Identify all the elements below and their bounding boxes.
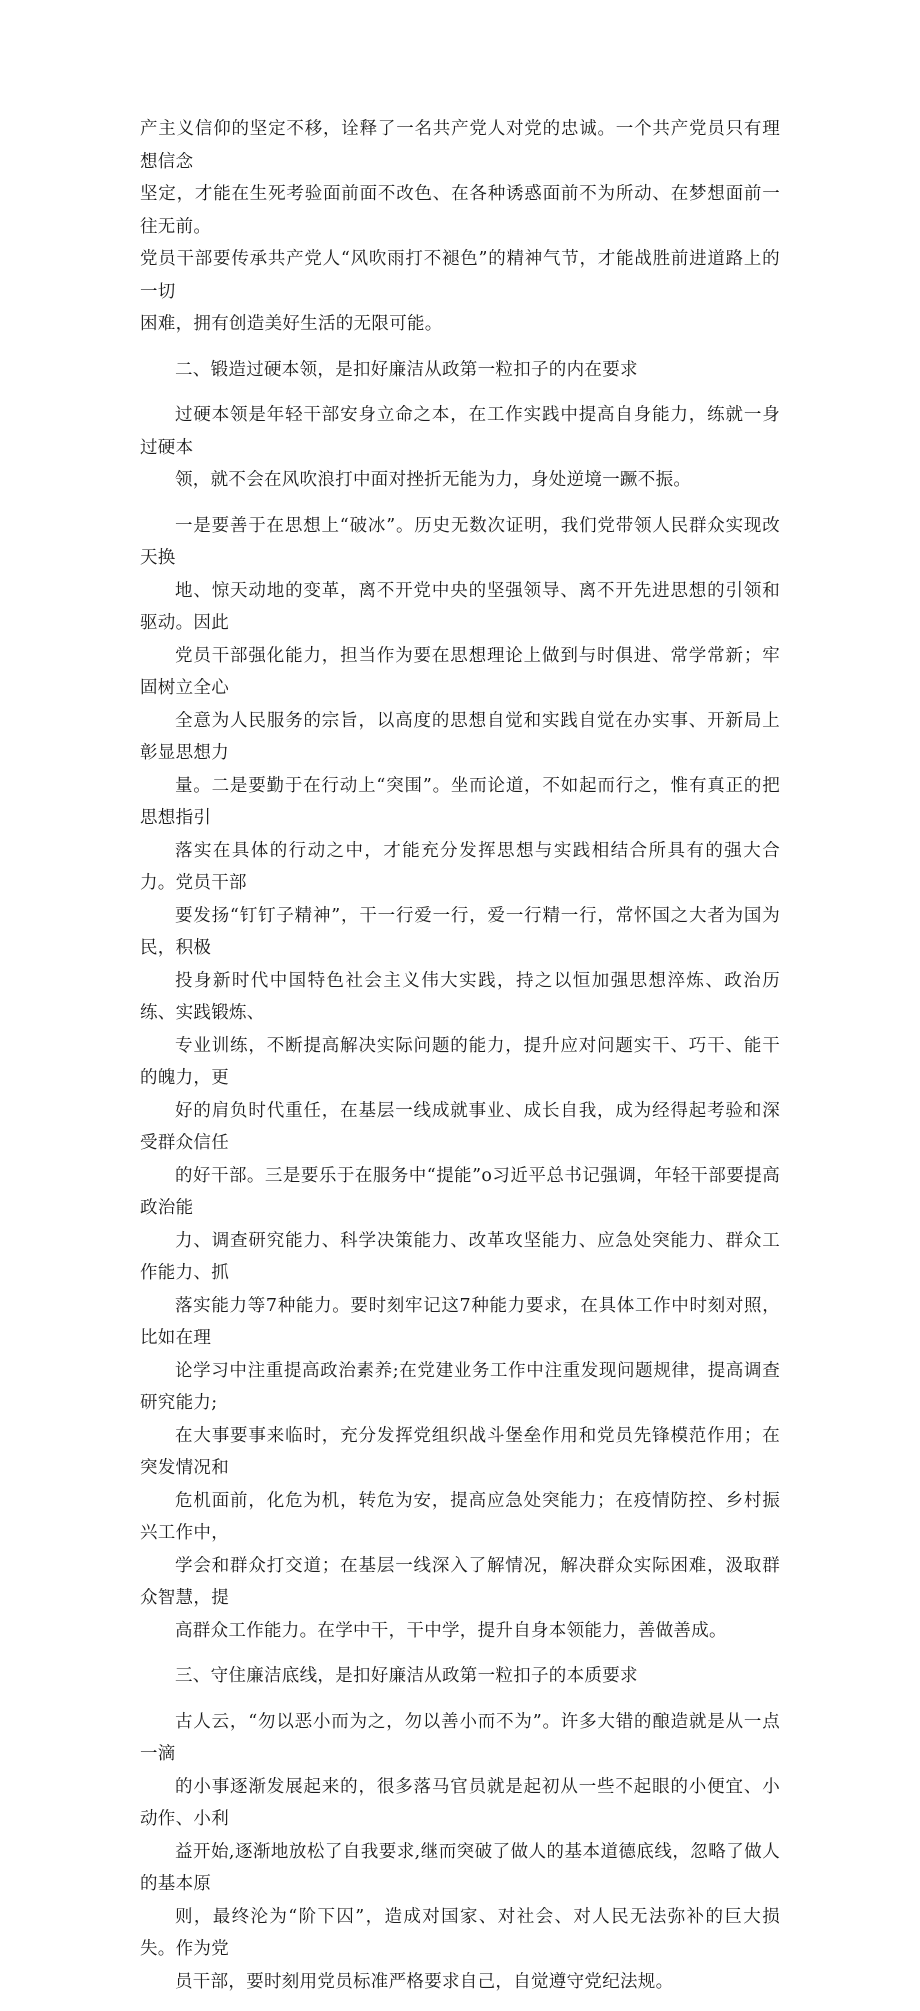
text-line: 力、调查研究能力、科学决策能力、改革攻坚能力、应急处突能力、群众工作能力、抓 [140, 1230, 780, 1283]
paragraph-body-2 [140, 510, 780, 1648]
text-line: 的好干部。三是要乐于在服务中“提能”o习近平总书记强调，年轻干部要提高政治能 [140, 1165, 780, 1218]
section-heading-2 [140, 354, 780, 387]
text-line: 党员干部强化能力，担当作为要在思想理论上做到与时俱进、常学常新；牢固树立全心 [140, 645, 780, 698]
text-line: 困难，拥有创造美好生活的无限可能。 [140, 314, 443, 334]
paragraph-intro-2 [140, 399, 780, 497]
text-line: 投身新时代中国特色社会主义伟大实践，持之以恒加强思想淬炼、政治历练、实践锻炼、 [140, 970, 780, 1023]
text-line: 古人云，“勿以恶小而为之，勿以善小而不为”。许多大错的酿造就是从一点一滴 [140, 1711, 780, 1764]
paragraph-body-3 [140, 1706, 780, 1999]
text-line: 高群众工作能力。在学中干，干中学，提升自身本领能力，善做善成。 [175, 1620, 727, 1641]
text-line: 危机面前，化危为机，转危为安，提高应急处突能力；在疫情防控、乡村振兴工作中， [140, 1490, 780, 1543]
text-line: 坚定，才能在生死考验面前面不改色、在各种诱惑面前不为所动、在梦想面前一往无前。 [140, 184, 780, 237]
text-line: 量。二是要勤于在行动上“突围”。坐而论道，不如起而行之，惟有真正的把思想指引 [140, 775, 780, 828]
text-line: 党员干部要传承共产党人“风吹雨打不褪色”的精神气节，才能战胜前进道路上的一切 [140, 249, 780, 302]
text-line: 落实能力等7种能力。要时刻牢记这7种能力要求，在具体工作中时刻对照，比如在理 [140, 1295, 780, 1348]
text-line: 产主义信仰的坚定不移，诠释了一名共产党人对党的忠诚。一个共产党员只有理想信念 [140, 119, 780, 172]
text-line: 全意为人民服务的宗旨，以高度的思想自觉和实践自觉在办实事、开新局上彰显思想力 [140, 710, 780, 763]
text-line: 落实在具体的行动之中，才能充分发挥思想与实践相结合所具有的强大合力。党员干部 [140, 840, 780, 893]
text-line: 员干部，要时刻用党员标准严格要求自己，自觉遵守党纪法规。 [175, 1971, 674, 1992]
text-line: 好的肩负时代重任，在基层一线成就事业、成长自我，成为经得起考验和深受群众信任 [140, 1100, 780, 1153]
heading-text: 三、守住廉洁底线，是扣好廉洁从政第一粒扣子的本质要求 [175, 1666, 638, 1686]
text-line: 专业训练，不断提高解决实际问题的能力，提升应对问题实干、巧干、能干的魄力，更 [140, 1035, 780, 1088]
text-line: 的小事逐渐发展起来的，很多落马官员就是起初从一些不起眼的小便宜、小动作、小利 [140, 1776, 780, 1829]
text-line: 在大事要事来临时，充分发挥党组织战斗堡垒作用和党员先锋模范作用；在突发情况和 [140, 1425, 780, 1478]
text-line: 益开始,逐渐地放松了自我要求,继而突破了做人的基本道德底线，忽略了做人的基本原 [140, 1841, 780, 1894]
text-line: 论学习中注重提高政治素养;在党建业务工作中注重发现问题规律，提高调查研究能力; [140, 1360, 780, 1413]
text-line: 地、惊天动地的变革，离不开党中央的坚强领导、离不开先进思想的引领和驱动。因此 [140, 580, 780, 633]
document-page [140, 113, 780, 2011]
text-line: 学会和群众打交道；在基层一线深入了解情况，解决群众实际困难，汲取群众智慧，提 [140, 1555, 780, 1608]
text-line: 要发扬“钉钉子精神”，干一行爱一行，爱一行精一行，常怀国之大者为国为民，积极 [140, 905, 780, 958]
section-heading-3 [140, 1660, 780, 1693]
paragraph-continuation [140, 113, 780, 341]
heading-text: 二、锻造过硬本领，是扣好廉洁从政第一粒扣子的内在要求 [175, 359, 638, 380]
text-line: 则，最终沦为“阶下囚”，造成对国家、对社会、对人民无法弥补的巨大损失。作为党 [140, 1906, 780, 1959]
text-line: 过硬本领是年轻干部安身立命之本，在工作实践中提高自身能力，练就一身过硬本 [140, 405, 780, 458]
text-line: 一是要善于在思想上“破冰”。历史无数次证明，我们党带领人民群众实现改天换 [140, 515, 780, 568]
text-line: 领，就不会在风吹浪打中面对挫折无能为力，身处逆境一蹶不振。 [175, 470, 692, 490]
